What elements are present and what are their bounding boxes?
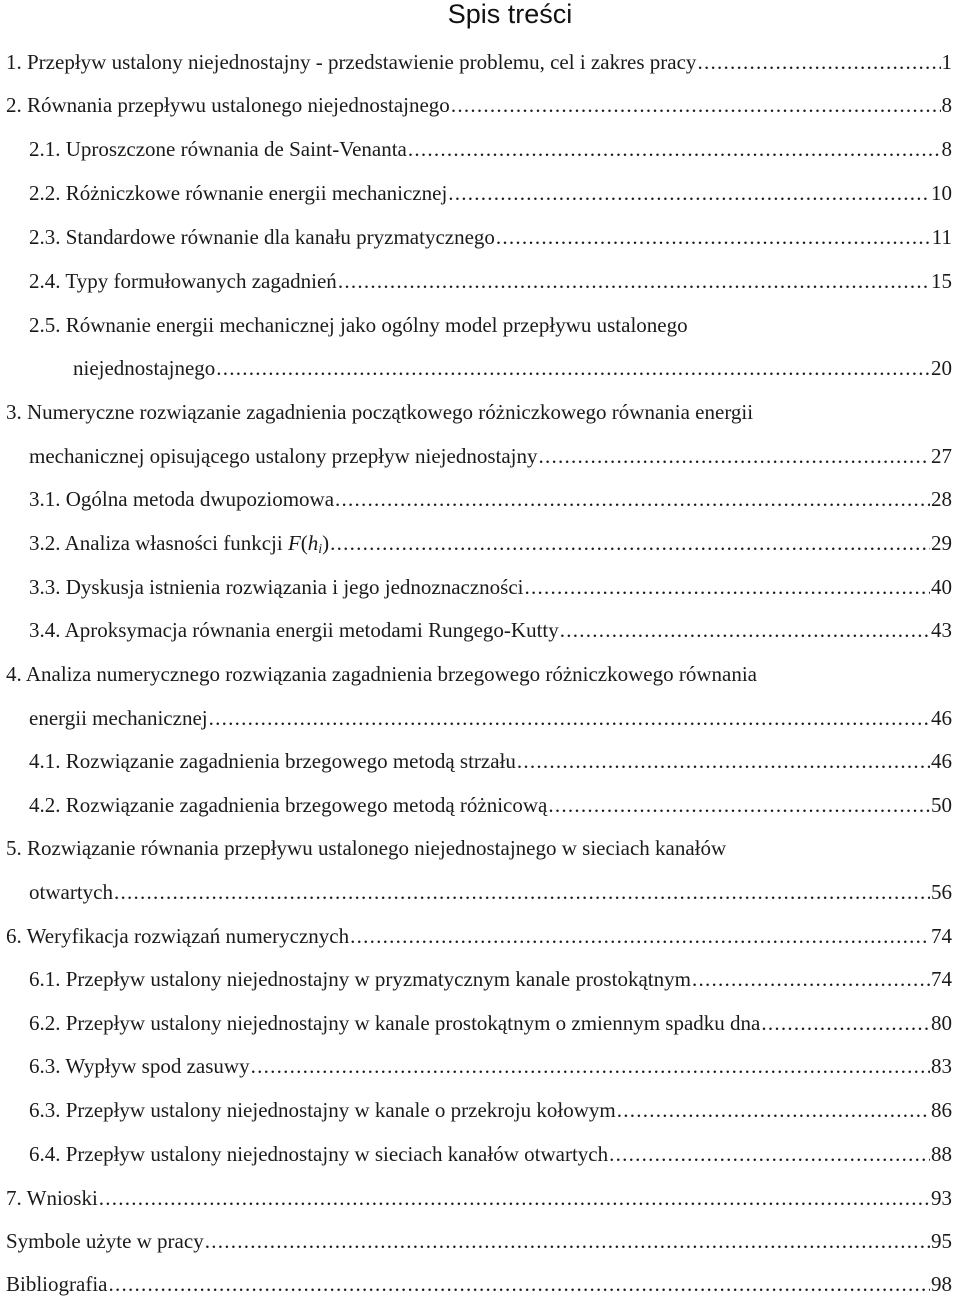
toc-entry-3-title: 3. Numeryczne rozwiązanie zagadnienia początkowego różniczkowego równania energii	[6, 400, 754, 424]
dot-leader	[330, 528, 930, 558]
toc-entry-page: 1	[941, 50, 952, 74]
toc-entry-3-3[interactable]	[29, 572, 952, 602]
toc-entry-5[interactable]	[29, 877, 952, 907]
toc-entry-page: 88	[931, 1142, 952, 1166]
toc-entry-page: 11	[931, 225, 952, 249]
toc-entry-title-cont: niejednostajnego	[73, 356, 216, 380]
dot-leader	[761, 1008, 930, 1038]
toc-entry-title: 6.3. Wypływ spod zasuwy	[29, 1054, 250, 1078]
toc-entry-page: 8	[941, 137, 952, 161]
paren-close: )	[322, 531, 330, 555]
toc-entry-page: 98	[931, 1272, 952, 1296]
toc-entry-page: 80	[931, 1011, 952, 1035]
variable-subscript: i	[318, 542, 323, 557]
toc-entry-page: 74	[931, 924, 952, 948]
toc-entry-title: 2.2. Różniczkowe równanie energii mechanicznej	[29, 181, 448, 205]
function-symbol: F	[287, 531, 301, 555]
toc-entry-3-2[interactable]	[29, 528, 952, 558]
toc-entry-6-4[interactable]	[29, 1139, 952, 1169]
toc-entry-page: 29	[931, 531, 952, 555]
toc-entry-title: Symbole użyte w pracy	[6, 1229, 204, 1253]
toc-entry-title-cont: otwartych	[29, 880, 113, 904]
dot-leader	[697, 47, 940, 77]
toc-entry-title: 6. Weryfikacja rozwiązań numerycznych	[6, 924, 350, 948]
toc-entry-3[interactable]	[29, 441, 952, 471]
toc-entry-2-3[interactable]	[29, 222, 952, 252]
dot-leader	[517, 746, 930, 776]
dot-leader	[114, 877, 930, 907]
toc-entry-2-1[interactable]	[29, 134, 952, 164]
toc-entry-bibliography[interactable]	[6, 1269, 952, 1299]
toc-entry-title: 6.2. Przepływ ustalony niejednostajny w kanale prostokątnym o zmiennym spadku dna	[29, 1011, 761, 1035]
toc-entry-title-cont: mechanicznej opisującego ustalony przepływ niejednostajny	[29, 444, 538, 468]
toc-entry-page: 28	[931, 487, 952, 511]
dot-leader	[338, 266, 930, 296]
dot-leader	[335, 484, 930, 514]
toc-entry-page: 95	[931, 1229, 952, 1253]
toc-entry-1[interactable]	[6, 47, 952, 77]
dot-leader	[408, 134, 941, 164]
toc-entry-page: 8	[941, 93, 952, 117]
toc-entry-2-4[interactable]	[29, 266, 952, 296]
toc-entry-page: 10	[931, 181, 952, 205]
toc-entry-title: 3.4. Aproksymacja równania energii metodami Rungego-Kutty	[29, 618, 559, 642]
paren-open: (	[300, 531, 308, 555]
dot-leader	[209, 703, 930, 733]
toc-entry-title-cont: energii mechanicznej	[29, 706, 208, 730]
toc-entry-title: 6.3. Przepływ ustalony niejednostajny w kanale o przekroju kołowym	[29, 1098, 616, 1122]
toc-entry-6-1[interactable]	[29, 964, 952, 994]
toc-entry-title: 1. Przepływ ustalony niejednostajny - przedstawienie problemu, cel i zakres pracy	[6, 50, 697, 74]
toc-entry-page: 27	[931, 444, 952, 468]
toc-entry-6-3[interactable]	[29, 1051, 952, 1081]
toc-entry-3-4[interactable]	[29, 615, 952, 645]
toc-entry-4-title: 4. Analiza numerycznego rozwiązania zagadnienia brzegowego różniczkowego równania	[6, 662, 757, 686]
toc-entry-page: 15	[931, 269, 952, 293]
toc-entry-title: 6.1. Przepływ ustalony niejednostajny w pryzmatycznym kanale prostokątnym	[29, 967, 691, 991]
toc-entry-4-2[interactable]	[29, 790, 952, 820]
variable-symbol: h	[307, 531, 319, 555]
toc-entry-title-text: 3.2. Analiza własności funkcji	[29, 531, 288, 555]
dot-leader	[617, 1095, 930, 1125]
dot-leader	[692, 964, 930, 994]
toc-entry-4[interactable]	[29, 703, 952, 733]
toc-entry-5-title: 5. Rozwiązanie równania przepływu ustalonego niejednostajnego w sieciach kanałów	[6, 836, 727, 860]
toc-entry-page: 83	[931, 1054, 952, 1078]
dot-leader	[350, 921, 930, 951]
page-title: Spis treści	[447, 0, 573, 29]
toc-entry-title: 2.3. Standardowe równanie dla kanału pryzmatycznego	[29, 225, 495, 249]
toc-entry-title: 7. Wnioski	[6, 1186, 98, 1210]
toc-entry-title: 6.4. Przepływ ustalony niejednostajny w sieciach kanałów otwartych	[29, 1142, 609, 1166]
toc-entry-title: 3.1. Ogólna metoda dwupoziomowa	[29, 487, 335, 511]
toc-entry-2[interactable]	[6, 90, 952, 120]
toc-entry-page: 40	[931, 575, 952, 599]
toc-entry-page: 46	[931, 706, 952, 730]
dot-leader	[525, 572, 930, 602]
toc-entry-title: 4.2. Rozwiązanie zagadnienia brzegowego metodą różnicową	[29, 793, 548, 817]
toc-entry-title: 2.1. Uproszczone równania de Saint-Venanta	[29, 137, 407, 161]
toc-entry-symbols[interactable]	[6, 1226, 952, 1256]
toc-entry-6-3b[interactable]	[29, 1095, 952, 1125]
toc-entry-title: 2. Równania przepływu ustalonego niejednostajnego	[6, 93, 450, 117]
toc-entry-2-5[interactable]	[73, 353, 952, 383]
toc-entry-7[interactable]	[6, 1183, 952, 1213]
toc-entry-3-1[interactable]	[29, 484, 952, 514]
dot-leader	[108, 1269, 930, 1299]
dot-leader	[548, 790, 930, 820]
toc-entry-page: 86	[931, 1098, 952, 1122]
dot-leader	[560, 615, 930, 645]
toc-entry-title: 4.1. Rozwiązanie zagadnienia brzegowego metodą strzału	[29, 749, 516, 773]
toc-entry-title	[29, 528, 329, 565]
toc-entry-page: 56	[931, 880, 952, 904]
toc-entry-6-2[interactable]	[29, 1008, 952, 1038]
toc-entry-title: 2.4. Typy formułowanych zagadnień	[29, 269, 337, 293]
dot-leader	[609, 1139, 930, 1169]
dot-leader	[99, 1183, 930, 1213]
toc-entry-page: 20	[931, 356, 952, 380]
toc-entry-title: 3.3. Dyskusja istnienia rozwiązania i jego jednoznaczności	[29, 575, 524, 599]
toc-entry-title: Bibliografia	[6, 1272, 108, 1296]
dot-leader	[205, 1226, 930, 1256]
toc-entry-page: 93	[931, 1186, 952, 1210]
dot-leader	[451, 90, 941, 120]
toc-entry-page: 43	[931, 618, 952, 642]
dot-leader	[216, 353, 930, 383]
toc-entry-page: 50	[931, 793, 952, 817]
dot-leader	[496, 222, 931, 252]
dot-leader	[448, 178, 930, 208]
toc-entry-6[interactable]	[6, 921, 952, 951]
toc-entry-page: 74	[931, 967, 952, 991]
toc-entry-page: 46	[931, 749, 952, 773]
dot-leader	[251, 1051, 930, 1081]
toc-entry-2-2[interactable]	[29, 178, 952, 208]
toc-entry-4-1[interactable]	[29, 746, 952, 776]
toc-entry-2-5-title: 2.5. Równanie energii mechanicznej jako ogólny model przepływu ustalonego	[29, 313, 688, 337]
dot-leader	[539, 441, 930, 471]
